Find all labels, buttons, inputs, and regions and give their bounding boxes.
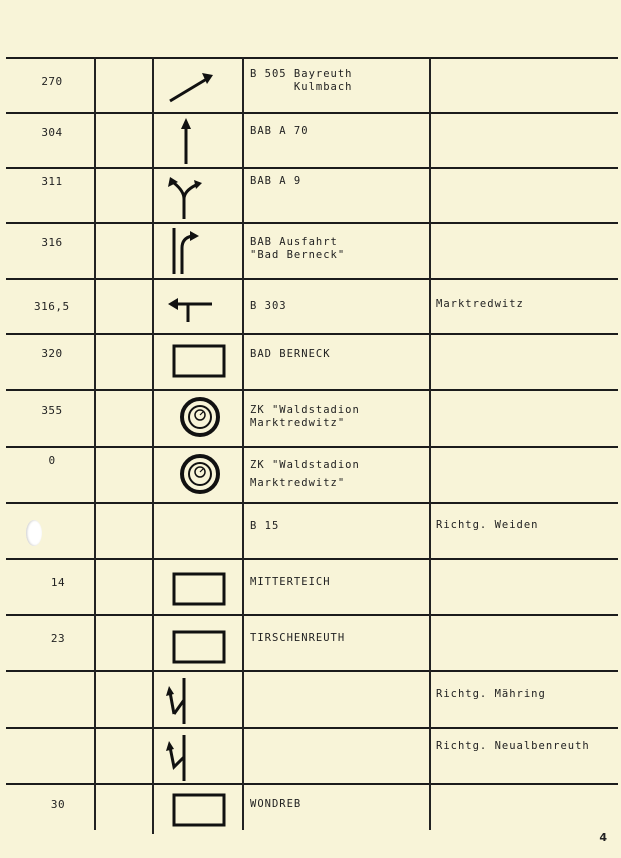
km-value: 23 [50, 632, 66, 645]
place-rectangle-icon [160, 783, 240, 839]
arrow-up-icon [160, 112, 240, 168]
table-rule [6, 222, 618, 224]
destination-text: BAB A 9 [250, 175, 302, 187]
column-rule [94, 57, 96, 830]
motorway-exit-icon [160, 222, 240, 278]
table-rule [6, 112, 618, 114]
direction-note: Richtg. Mähring [436, 688, 546, 700]
table-rule [6, 446, 618, 448]
page-number: 4 [599, 831, 607, 844]
km-value: 270 [41, 75, 63, 88]
table-rule [6, 783, 618, 785]
destination-text: B 303 [250, 300, 287, 312]
junction-left-icon [160, 670, 240, 726]
km-value: 316 [41, 236, 63, 249]
table-rule [6, 167, 618, 169]
table-rule [6, 57, 618, 59]
destination-text: TIRSCHENREUTH [250, 632, 346, 644]
destination-text: BAB Ausfahrt "Bad Berneck" [250, 236, 346, 261]
km-value: 316,5 [34, 300, 70, 313]
km-value: 304 [41, 126, 63, 139]
fork-arrows-icon [160, 167, 240, 223]
junction-left-icon [160, 727, 240, 783]
arrow-diagonal-icon [160, 57, 240, 113]
km-value: 355 [41, 404, 63, 417]
table-rule [6, 727, 618, 729]
km-value: 30 [50, 798, 66, 811]
table-rule [6, 278, 618, 280]
km-value: 311 [41, 175, 63, 188]
table-rule [6, 333, 618, 335]
time-control-icon [160, 446, 240, 502]
column-rule [152, 57, 154, 834]
km-value: 14 [50, 576, 66, 589]
direction-note: Richtg. Weiden [436, 519, 539, 531]
place-rectangle-icon [160, 333, 240, 389]
table-rule [6, 558, 618, 560]
table-rule [6, 670, 618, 672]
destination-text: B 505 Bayreuth Kulmbach [250, 68, 353, 93]
punch-hole [26, 520, 42, 546]
column-rule [429, 57, 431, 830]
destination-text: ZK "Waldstadion Marktredwitz" [250, 404, 360, 429]
destination-text: BAD BERNECK [250, 348, 331, 360]
destination-text: WONDREB [250, 798, 302, 810]
table-rule [6, 614, 618, 616]
time-control-icon [160, 389, 240, 445]
direction-note: Marktredwitz [436, 298, 524, 310]
km-value: 0 [48, 454, 56, 467]
km-value: 320 [41, 347, 63, 360]
column-rule [242, 57, 244, 830]
arrow-turn-left-icon [160, 278, 240, 334]
table-rule [6, 502, 618, 504]
place-rectangle-icon [160, 558, 240, 614]
place-rectangle-icon [160, 614, 240, 670]
direction-note: Richtg. Neualbenreuth [436, 740, 590, 752]
destination-text: ZK "Waldstadion Marktredwitz" [250, 459, 360, 489]
destination-text: MITTERTEICH [250, 576, 331, 588]
destination-text: B 15 [250, 520, 280, 532]
destination-text: BAB A 70 [250, 125, 309, 137]
table-rule [6, 389, 618, 391]
